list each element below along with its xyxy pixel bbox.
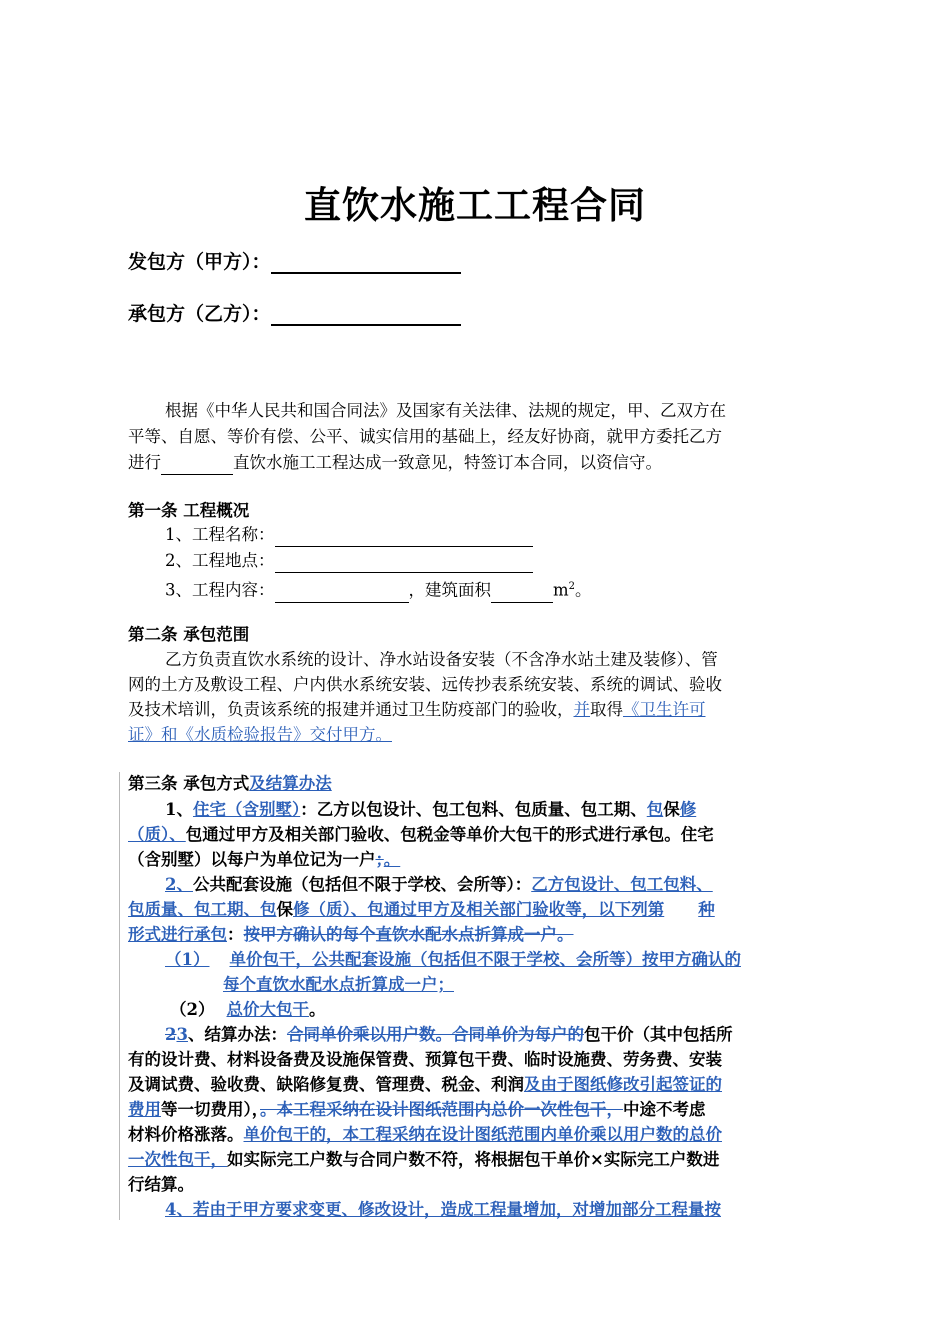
party-a-line — [128, 247, 461, 274]
clause-settlement-line-2: 有的设计费、材料设备费及设施保管费、预算包干费、临时设施费、劳务费、安装 — [128, 1050, 722, 1069]
option-1-line-2: 每个直饮水配水点折算成一户； — [223, 975, 454, 994]
revision-bar — [119, 772, 120, 1220]
project-name-line: 1、工程名称： — [165, 523, 865, 547]
clause-2-line-1: 2、公共配套设施（包括但不限于学校、会所等）：乙方包设计、包工包料、 — [165, 875, 713, 894]
intro-line-2: 平等、自愿、等价有偿、公平、诚实信用的基础上，经友好协商，就甲方委托乙方 — [128, 427, 722, 446]
clause-1-line-3: （含别墅）以每户为单位记为一户；。 — [128, 850, 401, 869]
scope-line-4: 证》和《水质检验报告》交付甲方。 — [128, 725, 392, 744]
article-3-heading: 第三条 承包方式及结算办法 — [128, 774, 332, 793]
clause-2-line-3: 形式进行承包：按甲方确认的每个直饮水配水点折算成一户。 — [128, 925, 574, 944]
project-site-blank — [275, 554, 533, 573]
clause-settlement-line-3: 及调试费、验收费、缺陷修复费、管理费、税金、利润及由于图纸修改引起签证的 — [128, 1075, 722, 1094]
article-2-heading: 第二条 承包范围 — [128, 625, 250, 644]
document-title: 直饮水施工工程合同 — [304, 183, 646, 227]
party-a-label: 发包方（甲方）： — [128, 251, 271, 273]
project-site-line: 2、工程地点： — [165, 549, 865, 573]
article-1-heading: 第一条 工程概况 — [128, 501, 250, 520]
clause-1-line-2: （质）、包通过甲方及相关部门验收、包税金等单价大包干的形式进行承包。住宅 — [128, 825, 714, 844]
clause-1-line-1: 1、住宅（含别墅）：乙方以包设计、包工包料、包质量、包工期、包保修 — [165, 800, 697, 819]
clause-4-line-1: 4、若由于甲方要求变更、修改设计，造成工程量增加，对增加部分工程量按 — [165, 1200, 721, 1219]
option-2-line: （2） 总价大包干。 — [170, 1000, 326, 1019]
clause-2-line-2: 包质量、包工期、包保修（质）、包通过甲方及相关部门验收等，以下列第 种 — [128, 900, 715, 919]
project-content-line: 3、工程内容： ，建筑面积 $m^2$。 — [165, 575, 865, 603]
party-b-label: 承包方（乙方）： — [128, 303, 271, 325]
option-1-line-1: （1） 单价包干，公共配套设施（包括但不限于学校、会所等）按甲方确认的 — [165, 950, 741, 969]
party-a-blank — [271, 252, 461, 274]
party-b-line — [128, 299, 461, 326]
clause-settlement-line-7: 行结算。 — [128, 1175, 194, 1194]
scope-line-2: 网的土方及敷设工程、户内供水系统安装、远传抄表系统安装、系统的调试、验收 — [128, 675, 722, 694]
clause-settlement-line-6: 一次性包干，如实际完工户数与合同户数不符，将根据包干单价×实际完工户数进 — [128, 1150, 720, 1169]
scope-line-1: 乙方负责直饮水系统的设计、净水站设备安装（不含净水站土建及装修）、管 — [165, 650, 718, 669]
area-blank — [491, 584, 553, 603]
clause-settlement-line-1: 23、结算办法：合同单价乘以用户数。合同单价为每户的包干价（其中包括所 — [165, 1025, 733, 1044]
project-name-blank — [275, 528, 533, 547]
project-blank — [161, 456, 233, 475]
clause-settlement-line-4: 费用等一切费用），。本工程采纳在设计图纸范围内总价一次性包干，中途不考虑 — [128, 1100, 706, 1119]
scope-line-3: 及技术培训，负责该系统的报建并通过卫生防疫部门的验收，并取得《卫生许可 — [128, 700, 706, 719]
party-b-blank — [271, 304, 461, 326]
intro-line-1: 根据《中华人民共和国合同法》及国家有关法律、法规的规定，甲、乙双方在 — [165, 401, 726, 420]
intro-line-3: 进行 直饮水施工工程达成一致意见，特签订本合同，以资信守。 — [128, 451, 828, 475]
project-content-blank — [275, 584, 409, 603]
clause-settlement-line-5: 材料价格涨落。单价包干的，本工程采纳在设计图纸范围内单价乘以用户数的总价 — [128, 1125, 722, 1144]
